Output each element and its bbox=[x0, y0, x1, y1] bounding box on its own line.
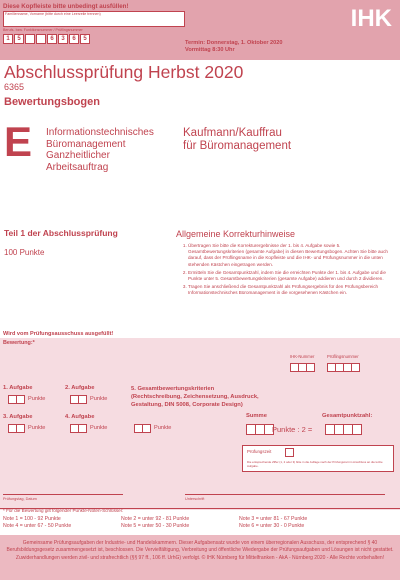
grade-scale bbox=[3, 516, 399, 530]
digit-box[interactable]: 1 bbox=[3, 34, 13, 44]
task-4-label: 4. Aufgabe bbox=[65, 414, 95, 420]
ihk-number-box[interactable] bbox=[306, 363, 315, 372]
form-title: Bewertungsbogen bbox=[4, 96, 100, 108]
digit-box[interactable]: 5 bbox=[80, 34, 90, 44]
candidate-number-label: Prüflingsnummer bbox=[327, 354, 359, 359]
general-notes bbox=[180, 243, 396, 298]
formula-text: Punkte : 2 = bbox=[272, 425, 313, 434]
total-box[interactable] bbox=[352, 424, 362, 435]
task-4-box[interactable] bbox=[78, 424, 87, 433]
exam-part: Teil 1 der Abschlussprüfung bbox=[4, 228, 118, 238]
copyright-footer bbox=[0, 535, 400, 580]
candidate-number-box[interactable] bbox=[351, 363, 360, 372]
exam-duration-note: Die entsprechende Ziffer (1, 2 oder 3) bitte in die Auflage nach der Prüfungszeit im Anschluss an die letzte Aufgabe. bbox=[247, 460, 383, 468]
grade-entry: Note 6 = unter 30 - 0 Punkte bbox=[239, 523, 305, 529]
task-2-label: 2. Aufgabe bbox=[65, 385, 95, 391]
sum-label: Summe bbox=[246, 413, 267, 419]
grade-scale-row bbox=[3, 523, 399, 530]
exam-time: Vormittag 8:30 Uhr bbox=[185, 47, 235, 53]
overall-criteria-detail: (Rechtschreibung, Zeichensetzung, Ausdruck, Gestaltung, DIN 5008, Corporate Design) bbox=[131, 394, 259, 408]
exam-duration-input[interactable] bbox=[285, 448, 294, 457]
task-4-points-label: Punkte bbox=[90, 425, 108, 431]
committee-note: Wird vom Prüfungsausschuss ausgefüllt! bbox=[3, 331, 114, 337]
note-item: 3. Tragen Sie anschließend die Gesamtpunktzahl als Prüfungsergebnis für den Prüfungsbereich Informationstechnisches Büromanagement in die vorgesehenen Kästchen ein. bbox=[188, 284, 396, 296]
grade-entry: Note 5 = unter 50 - 30 Punkte bbox=[121, 523, 190, 529]
task-2-points-label: Punkte bbox=[90, 396, 108, 402]
header-warning: Diese Kopfleiste bitte unbedingt ausfüllen! bbox=[3, 3, 129, 10]
task-1-points-label: Punkte bbox=[28, 396, 46, 402]
profession-line: für Büromanagement bbox=[183, 140, 292, 152]
grade-entry: Note 3 = unter 81 - 67 Punkte bbox=[239, 516, 308, 522]
ihk-logo: IHK bbox=[350, 5, 392, 32]
name-field[interactable] bbox=[3, 11, 185, 27]
task-2-box[interactable] bbox=[78, 395, 87, 404]
page-title: Abschlussprüfung Herbst 2020 bbox=[4, 62, 244, 82]
digit-box[interactable] bbox=[36, 34, 46, 44]
grade-entry: Note 1 = 100 - 92 Punkte bbox=[3, 516, 61, 522]
digit-box[interactable]: 3 bbox=[58, 34, 68, 44]
ihk-number-label: IHK-Nummer bbox=[290, 354, 315, 359]
exam-termin: Termin: Donnerstag, 1. Oktober 2020 bbox=[185, 40, 283, 46]
exam-code: 6365 bbox=[4, 82, 25, 92]
digit-box[interactable]: 6 bbox=[69, 34, 79, 44]
subject-name bbox=[46, 127, 176, 173]
subject-line: Büromanagement bbox=[46, 138, 126, 150]
date-label: Prüfungstag, Datum bbox=[3, 497, 37, 501]
overall-criteria bbox=[131, 385, 261, 409]
task-3-label: 3. Aufgabe bbox=[3, 414, 33, 420]
max-points: 100 Punkte bbox=[4, 248, 45, 257]
signature-label: Unterschrift bbox=[185, 497, 205, 501]
exam-duration-box bbox=[242, 445, 394, 472]
berufnr-label: Berufs- bzw. Funktionsnummer / Prüflingsnummer bbox=[3, 28, 83, 32]
note-item: 1. Übertragen Sie bitte die Korrekturergebnisse der 1. bis 4. Aufgabe sowie 5. Gesamtbewertungskriterien (gesamte Aufgabe) in diesen Bewertungsbogen. Achten Sie bitte auch darauf, dass der Prüflingsname in die Kopfleiste und die IHK- und Prüfungsnummer in die unten stehenden Kästchen eingetragen werden. bbox=[188, 243, 396, 268]
task-3-box[interactable] bbox=[16, 424, 25, 433]
signature-line[interactable] bbox=[185, 494, 385, 495]
task-5-box[interactable] bbox=[142, 424, 151, 433]
task-5-points-label: Punkte bbox=[154, 425, 172, 431]
task-1-box[interactable] bbox=[16, 395, 25, 404]
profession-line: Kaufmann/Kauffrau bbox=[183, 127, 282, 139]
general-notes-heading: Allgemeine Korrekturhinweise bbox=[176, 229, 296, 239]
evaluation-label: Bewertung:* bbox=[3, 340, 35, 346]
digit-box[interactable]: 5 bbox=[14, 34, 24, 44]
grade-scale-row bbox=[3, 516, 399, 523]
name-field-label: Familienname, Vorname (bitte durch eine Leerzeile trennen) bbox=[5, 12, 101, 16]
note-item: 2. Ermitteln Sie die Gesamtpunktzahl, indem Sie die erreichten Punkte der 1. bis 4. Aufgabe und die Punkte unter 5. Gesamtbewertungskriterien (gesamte Aufgabe) addieren und durch 2 dividieren. bbox=[188, 270, 396, 282]
profession bbox=[183, 127, 291, 153]
task-1-label: 1. Aufgabe bbox=[3, 385, 33, 391]
grade-entry: Note 4 = unter 67 - 50 Punkte bbox=[3, 523, 72, 529]
exam-duration-label: Prüfungszeit bbox=[247, 449, 272, 454]
task-3-points-label: Punkte bbox=[28, 425, 46, 431]
digit-box[interactable]: 6 bbox=[47, 34, 57, 44]
grade-entry: Note 2 = unter 92 - 81 Punkte bbox=[121, 516, 190, 522]
digit-box[interactable] bbox=[25, 34, 35, 44]
overall-criteria-title: 5. Gesamtbewertungskriterien bbox=[131, 386, 215, 392]
date-line[interactable] bbox=[3, 494, 123, 495]
sum-formula bbox=[272, 425, 312, 434]
subject-line: Ganzheitlicher bbox=[46, 150, 110, 161]
subject-line: Arbeitsauftrag bbox=[46, 161, 109, 173]
subject-line: Informationstechnisches bbox=[46, 127, 154, 138]
total-label: Gesamtpunktzahl: bbox=[322, 413, 373, 419]
exam-date bbox=[185, 40, 283, 54]
section-letter: E bbox=[4, 118, 33, 165]
copyright-text: Gemeinsame Prüfungsaufgaben der Industrie- und Handelskammern. Dieser Aufgabensatz wurde von einem überregionalen Ausschuss, der entsprechend § 40 Berufsbildungsgesetz zusammengesetzt ist, beschlossen. Die Vervielfältigung, Verbreitung und öffentliche Wiedergabe der Prüfungsaufgaben und Lösungen ist nicht gestattet. Zuwiderhandlungen werden zivil- und strafrechtlich (§§ 97 ff., 106 ff. UrhG) verfolgt. © IHK Nürnberg für Mittelfranken - AkA - Nürnberg 2020 - Alle Rechte vorbehalten! bbox=[6, 540, 394, 561]
berufnr-boxes bbox=[3, 34, 91, 44]
grade-scale-heading: * Für die Bewertung gilt folgender Punkte-Noten-Schlüssel: bbox=[3, 508, 124, 513]
